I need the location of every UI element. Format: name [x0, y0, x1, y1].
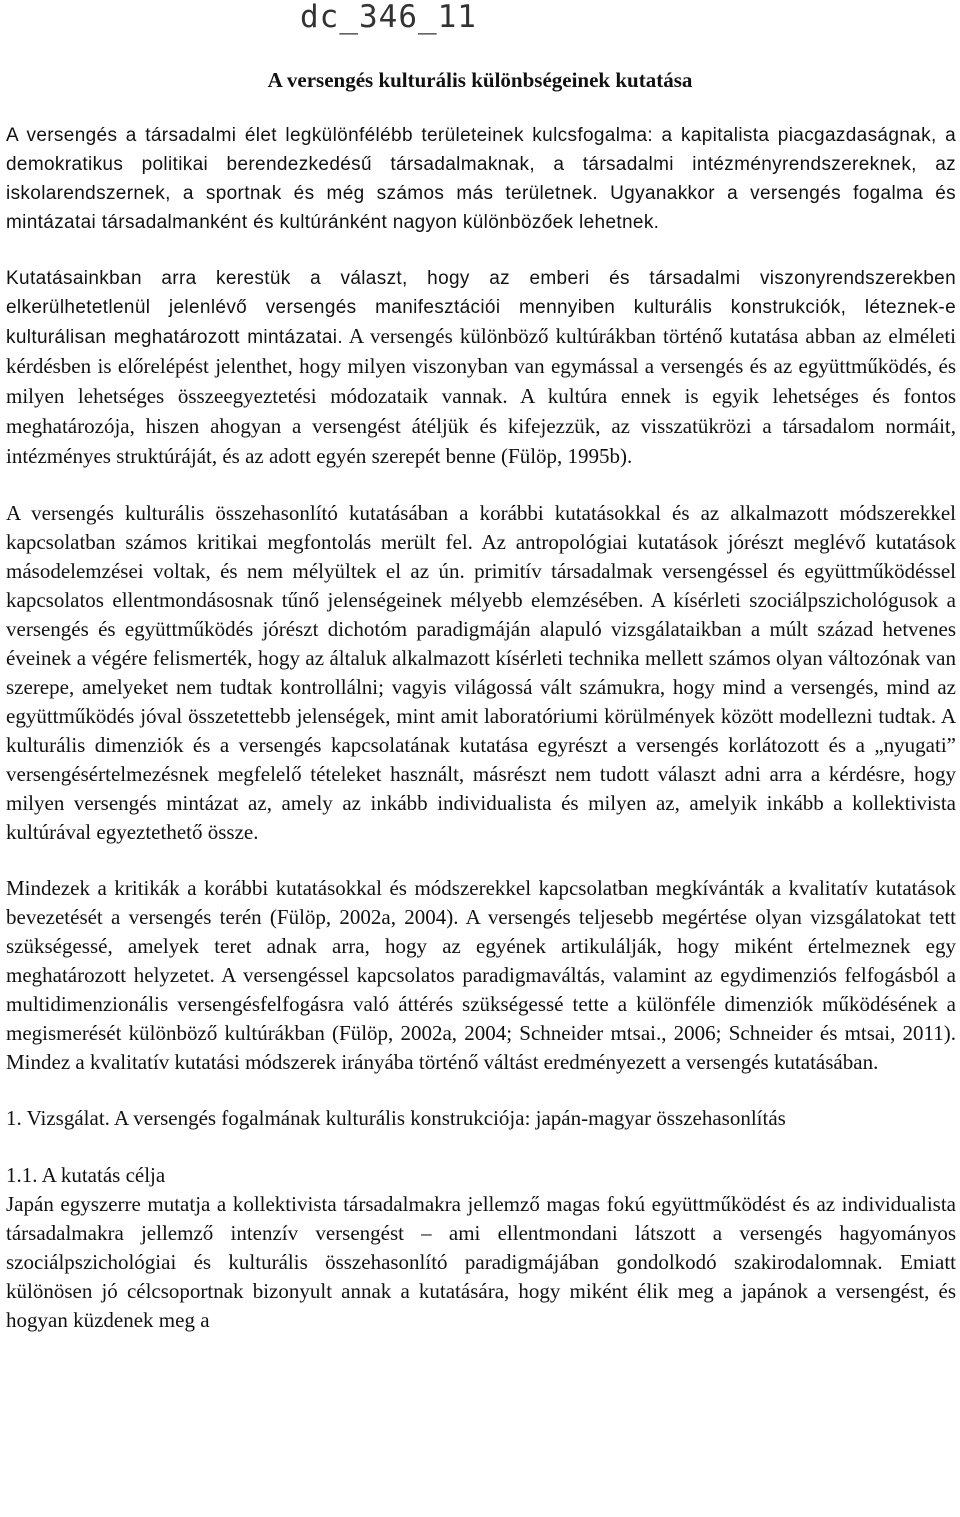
paragraph-qualitative	[6, 874, 956, 1077]
paragraph-research-question-sans: Kutatásainkban arra kerestük a választ, hogy az emberi és társadalmi viszonyrendszerekben elkerülhetetlenül jelenlévő versengés manifesztációi mennyiben kulturális konstrukciók, léteznek-e kulturálisan meghatározott mintázatai.	[6, 268, 956, 348]
paragraph-critique-text: A versengés kulturális összehasonlító kutatásában a korábbi kutatásokkal és az alkalmazott módszerekkel kapcsolatban számos kritikai megfontolás merült fel. Az antropológiai kutatások jórészt meglévő kutatások másodelemzései voltak, és nem mélyültek el az ún. primitív társadalmak versengéssel és együttműködéssel kapcsolatos ellentmondásosnak tűnő jelenségeinek mélyebb elemzésében. A kísérleti szociálpszichológusok a versengés és együttműködés jórészt dichotóm paradigmáján alapuló vizsgálataikban a múlt század hetvenes éveinek a végére felismerték, hogy az általuk alkalmazott kísérleti technika mellett számos olyan változónak van szerepe, amelyeket nem tudtak kontrollálni; vagyis világossá vált számukra, hogy mind a versengés, mind az együttműködés jóval összetettebb jelenségek, mint amit laboratóriumi körülmények között modellezni tudtak. A kulturális dimenziók és a versengés kapcsolatának kutatása egyrészt a versengés korlátozott és a „nyugati” versengésértelmezésnek megfelelő tételeket használt, másrészt nem tudott választ adni arra a kérdésre, hogy milyen versengés mintázat az, amely az inkább individualista és milyen az, amelyik inkább a kollektivista kultúrával egyeztethető össze.	[6, 501, 956, 844]
paragraph-critique	[6, 499, 956, 847]
subsection-heading: 1.1. A kutatás célja	[6, 1163, 166, 1187]
document-id: dc_346_11	[300, 0, 477, 35]
section-heading: 1. Vizsgálat. A versengés fogalmának kulturális konstrukciója: japán-magyar összehasonlítás	[6, 1106, 786, 1130]
paragraph-research-question	[6, 264, 956, 472]
paragraph-japan	[6, 1190, 956, 1335]
document-body	[6, 121, 956, 1335]
paragraph-intro-text: A versengés a társadalmi élet legkülönfélébb területeinek kulcsfogalma: a kapitalista piacgazdaságnak, a demokratikus politikai berendezkedésű társadalmaknak, a társadalmi intézményrendszereknek, az iskolarendszernek, a sportnak és még számos más területnek. Ugyanakkor a versengés fogalma és mintázatai társadalmanként és kultúránként nagyon különbözőek lehetnek.	[6, 125, 956, 233]
paragraph-japan-text: Japán egyszerre mutatja a kollektivista társadalmakra jellemző magas fokú együttműködést és az individualista társadalmakra jellemző intenzív versengést – ami ellentmondani látszott a versengés hagyományos szociálpszichológiai és kulturális összehasonlító paradigmájában gondolkodó szakirodalomnak. Emiatt különösen jó célcsoportnak bizonyult annak a kutatására, hogy miként élik meg a japánok a versengést, és hogyan küzdenek meg a	[6, 1192, 956, 1332]
page-title: A versengés kulturális különbségeinek kutatása	[267, 68, 693, 92]
paragraph-intro	[6, 121, 956, 237]
paragraph-qualitative-text: Mindezek a kritikák a korábbi kutatásokkal és módszerekkel kapcsolatban megkívánták a kvalitatív kutatások bevezetését a versengés terén (Fülöp, 2002a, 2004). A versengés teljesebb megértése olyan vizsgálatokat tett szükségessé, amelyek teret adnak arra, hogy az egyének artikulálják, hogy miként értelmeznek egy meghatározott helyzetet. A versengéssel kapcsolatos paradigmaváltás, valamint az egydimenziós felfogásból a multidimenzionális versengésfelfogásra való áttérés szükségessé tette a különféle dimenziók működésének a megismerését különböző kultúrákban (Fülöp, 2002a, 2004; Schneider mtsai., 2006; Schneider és mtsai, 2011). Mindez a kvalitatív kutatási módszerek irányába történő váltást eredményezett a versengés kutatásában.	[6, 876, 956, 1074]
paragraph-research-question-serif: A versengés különböző kultúrákban történő kutatása abban az elméleti kérdésben is előrelépést jelenthet, hogy milyen viszonyban van egymással a versengés és az együttműködés, és milyen lehetséges összeegyeztetési módozataik vannak. A kultúra ennek is egyik lehetséges és fontos meghatározója, hiszen ahogyan a versengést átéljük és kifejezzük, az visszatükrözi a társadalom normáit, intézményes struktúráját, és az adott egyén szerepét benne (Fülöp, 1995b).	[6, 324, 957, 468]
